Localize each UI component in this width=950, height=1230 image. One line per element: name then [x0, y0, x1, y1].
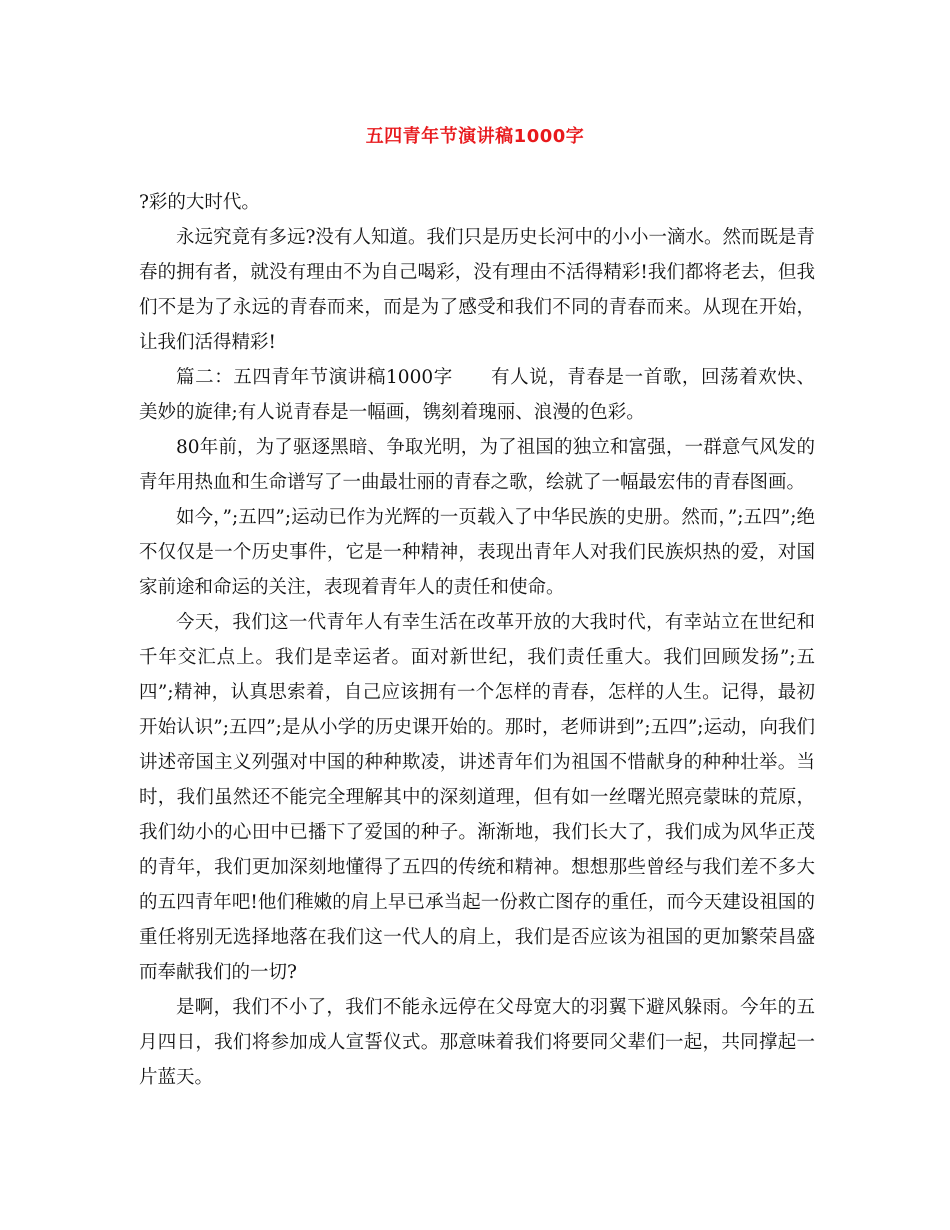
- paragraph: 如今，”;五四”;运动已作为光辉的一页载入了中华民族的史册。然而，”;五四”;绝不仅仅是一个历史事件，它是一种精神，表现出青年人对我们民族炽热的爱，对国家前途和命运的关注，表现着青年人的责任和使命。: [139, 507, 815, 598]
- paragraph: 是啊，我们不小了，我们不能永远停在父母宽大的羽翼下避风躲雨。今年的五月四日，我们将参加成人宣誓仪式。那意味着我们将要同父辈们一起，共同撑起一片蓝天。: [139, 997, 815, 1088]
- paragraph-continuation: ?彩的大时代。: [139, 192, 260, 213]
- paragraph: 篇二：五四青年节演讲稿1000字 有人说，青春是一首歌，回荡着欢快、美妙的旋律;有人说青春是一幅画，镌刻着瑰丽、浪漫的色彩。: [139, 367, 815, 423]
- document-title: 五四青年节演讲稿1000字: [365, 126, 585, 147]
- paragraph: 永远究竟有多远?没有人知道。我们只是历史长河中的小小一滴水。然而既是青春的拥有者，就没有理由不为自己喝彩，没有理由不活得精彩!我们都将老去，但我们不是为了永远的青春而来，而是为了感受和我们不同的青春而来。从现在开始，让我们活得精彩!: [139, 227, 815, 353]
- document-body: [139, 185, 815, 1095]
- paragraph: 今天，我们这一代青年人有幸生活在改革开放的大我时代，有幸站立在世纪和千年交汇点上。我们是幸运者。面对新世纪，我们责任重大。我们回顾发扬”;五四”;精神，认真思索着，自己应该拥有一个怎样的青春，怎样的人生。记得，最初开始认识”;五四”;是从小学的历史课开始的。那时，老师讲到”;五四”;运动，向我们讲述帝国主义列强对中国的种种欺凌，讲述青年们为祖国不惜献身的种种壮举。当时，我们虽然还不能完全理解其中的深刻道理，但有如一丝曙光照亮蒙昧的荒原，我们幼小的心田中已播下了爱国的种子。渐渐地，我们长大了，我们成为风华正茂的青年，我们更加深刻地懂得了五四的传统和精神。想想那些曾经与我们差不多大的五四青年吧!他们稚嫩的肩上早已承当起一份救亡图存的重任，而今天建设祖国的重任将别无选择地落在我们这一代人的肩上，我们是否应该为祖国的更加繁荣昌盛而奉献我们的一切?: [139, 612, 815, 983]
- paragraph: 80年前，为了驱逐黑暗、争取光明，为了祖国的独立和富强，一群意气风发的青年用热血和生命谱写了一曲最壮丽的青春之歌，绘就了一幅最宏伟的青春图画。: [139, 437, 815, 493]
